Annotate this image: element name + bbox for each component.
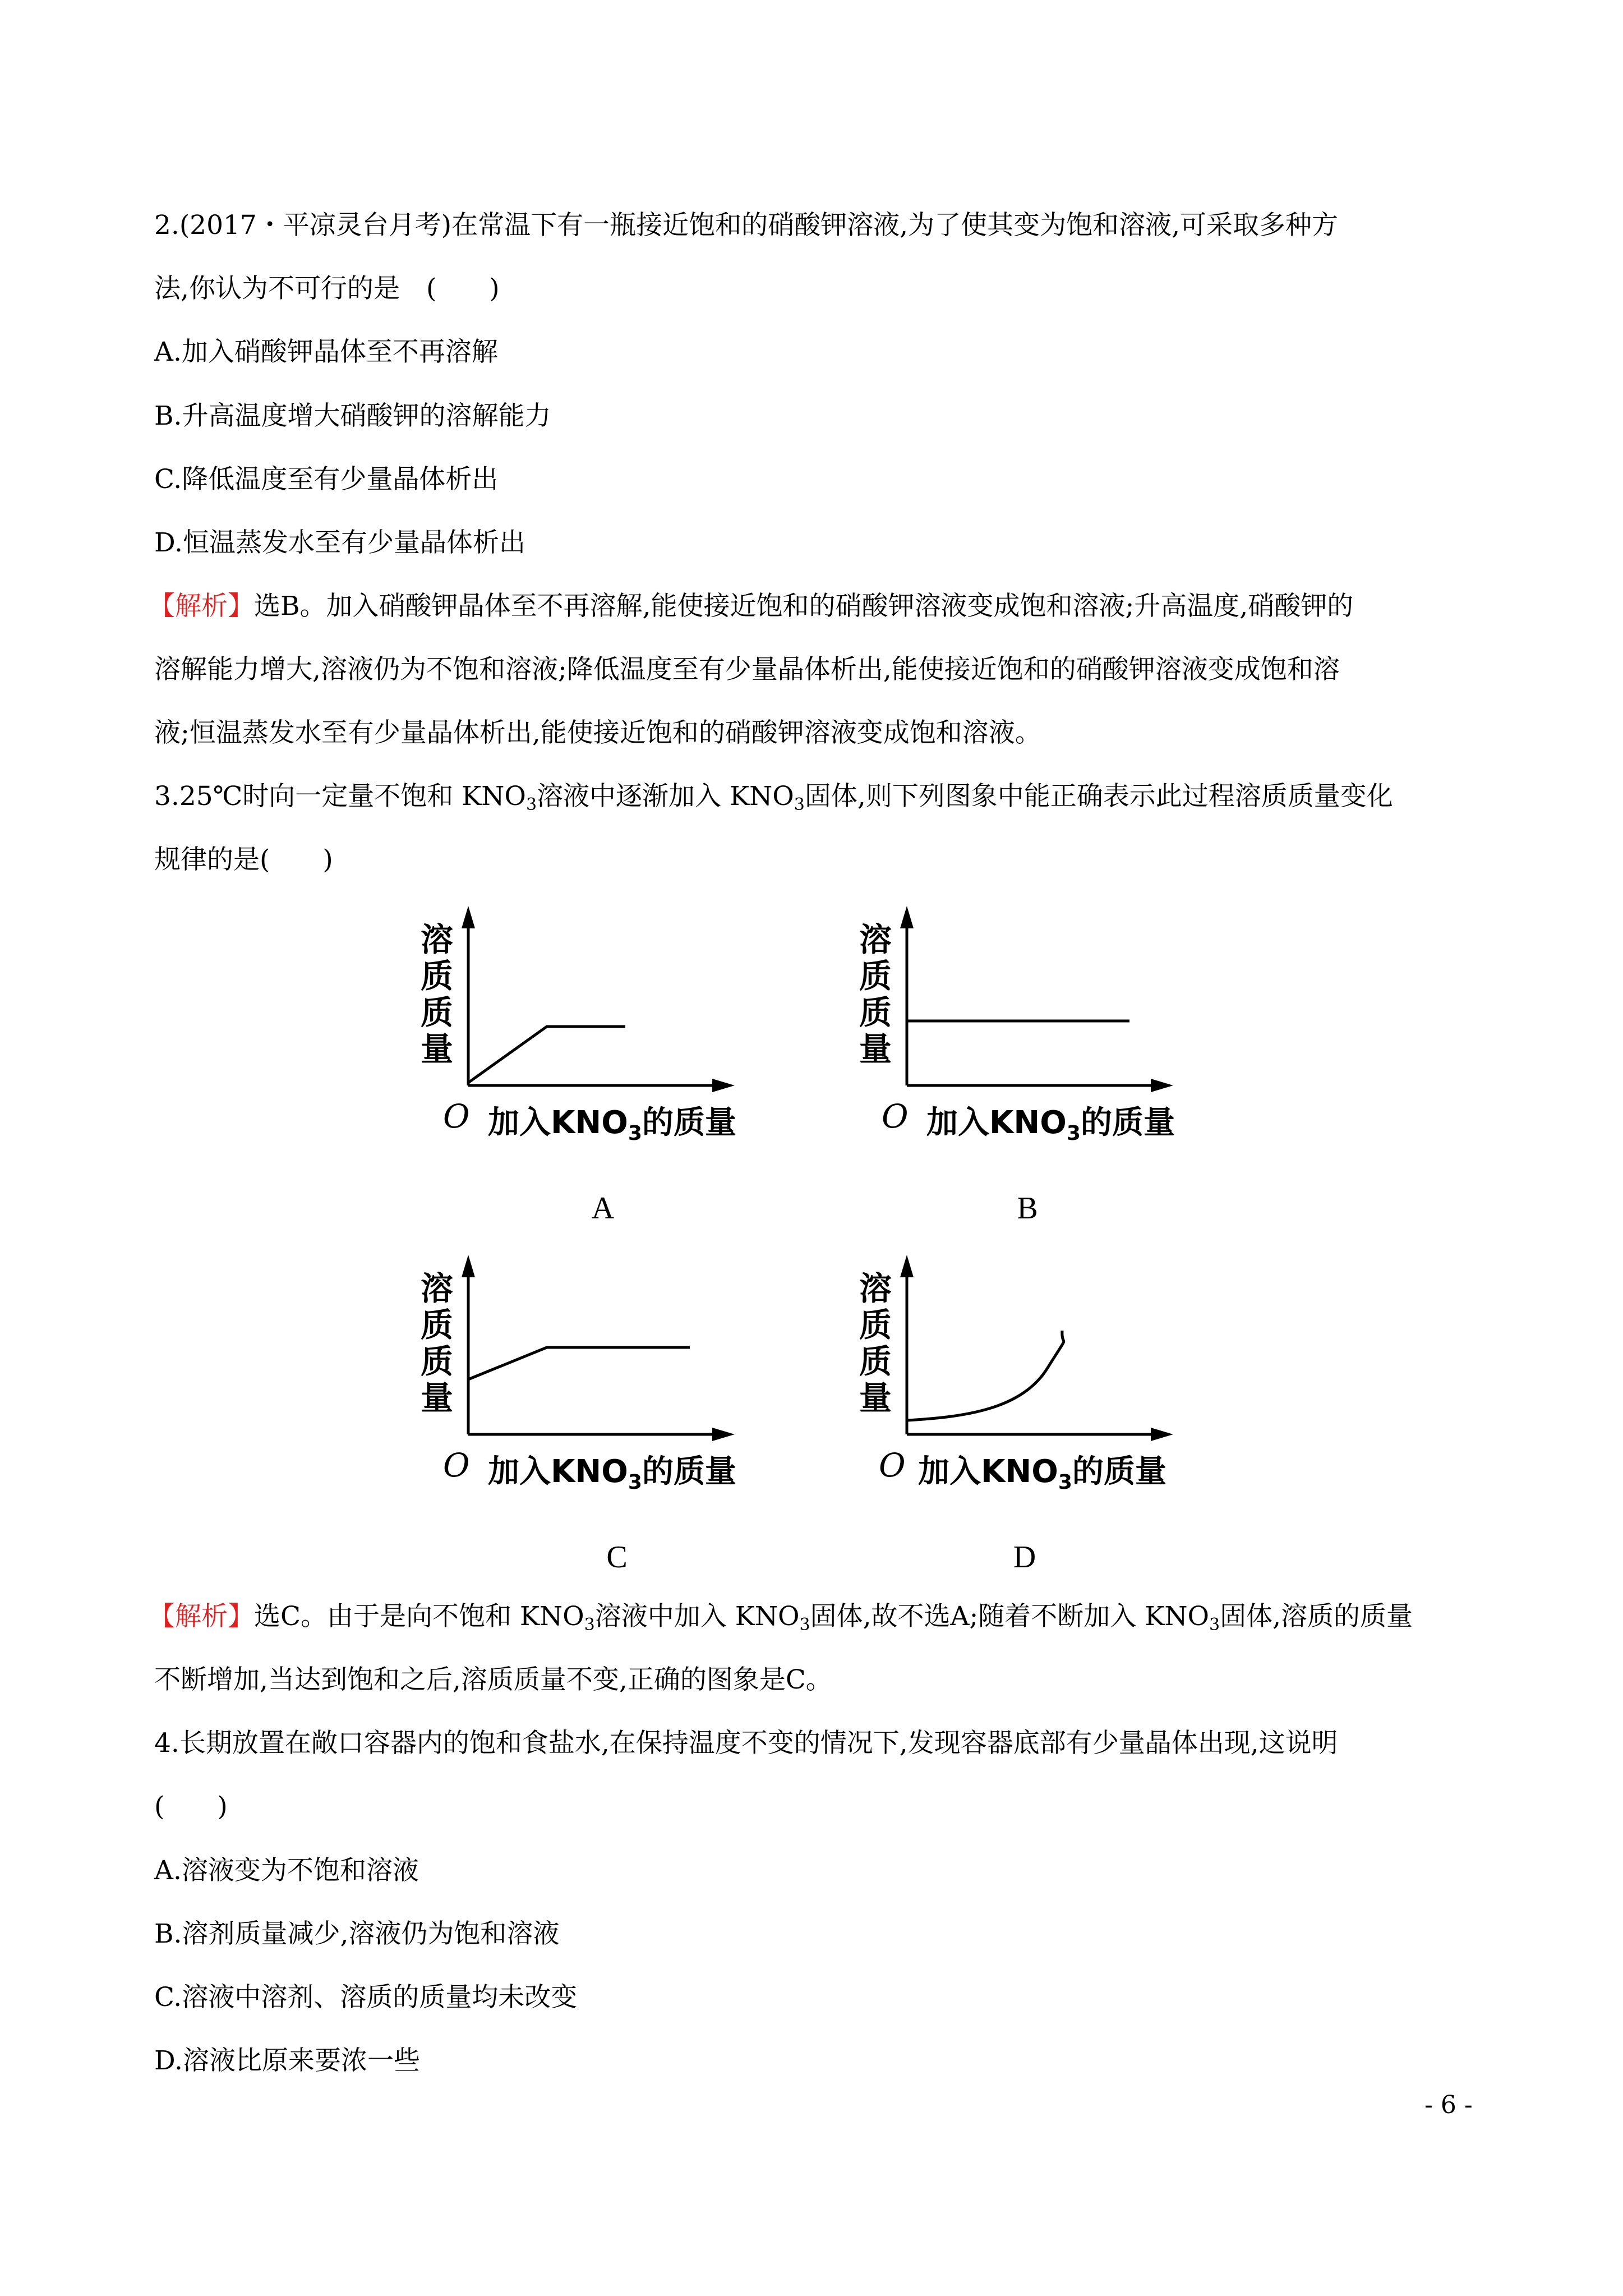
y-label-char: 质 — [859, 957, 892, 995]
graph-caption: A — [591, 1191, 615, 1226]
x-label: 加入$KNO_3$的质量 — [918, 1453, 1166, 1494]
graph-c — [415, 1252, 774, 1589]
q2-analysis-text: 选B。加入硝酸钾晶体至不再溶解,能使接近饱和的硝酸钾溶液变成饱和溶液;升高温度,硝酸钾的 — [254, 591, 1354, 622]
q2-analysis-line-3: 液;恒温蒸发水至有少量晶体析出,能使接近饱和的硝酸钾溶液变成饱和溶液。 — [154, 717, 1041, 748]
q3-analysis-line-1: 【解析】选C。由于是向不饱和 $KNO_3$溶液中加入 $KNO_3$固体,故不选A;随着不断加入 $KNO_3$固体,溶质的质量 — [149, 1601, 1413, 1635]
q4-option-c: C.溶液中溶剂、溶质的质量均未改变 — [154, 1982, 578, 2013]
x-label: 加入$KNO_3$的质量 — [488, 1453, 736, 1494]
q3-analysis-line-2: 不断增加,当达到饱和之后,溶质质量不变,正确的图象是C。 — [154, 1664, 832, 1695]
origin-label: O — [443, 1446, 470, 1484]
q2-option-a: A.加入硝酸钾晶体至不再溶解 — [154, 337, 498, 367]
q2-analysis-line-2: 溶解能力增大,溶液仍为不饱和溶液;降低温度至有少量晶体析出,能使接近饱和的硝酸钾溶液变成饱和溶 — [154, 654, 1340, 685]
q3-stem-line-1: 3.25℃时向一定量不饱和 $KNO_3$溶液中逐渐加入 $KNO_3$固体,则下列图象中能正确表示此过程溶质质量变化 — [154, 781, 1393, 815]
curve — [468, 1347, 690, 1379]
q2-option-b: B.升高温度增大硝酸钾的溶解能力 — [154, 401, 551, 431]
q2-stem-line-2: 法,你认为不可行的是 ( ) — [154, 273, 500, 304]
graph-d — [854, 1252, 1212, 1589]
q2-option-c: C.降低温度至有少量晶体析出 — [154, 464, 499, 495]
q4-option-d: D.溶液比原来要浓一些 — [154, 2045, 420, 2076]
q4-option-a: A.溶液变为不饱和溶液 — [154, 1855, 419, 1886]
y-label-char: 质 — [859, 1342, 892, 1381]
curve — [468, 1027, 625, 1083]
analysis-tag: 【解析】 — [149, 591, 254, 622]
page-number: - 6 - — [1424, 2091, 1473, 2119]
q3-stem-line-2: 规律的是( ) — [154, 844, 333, 875]
y-label-char: 量 — [421, 1379, 454, 1417]
origin-label: O — [443, 1097, 470, 1135]
y-label-char: 质 — [421, 1306, 454, 1344]
y-label-char: 质 — [421, 957, 454, 995]
y-label-char: 量 — [421, 1030, 454, 1068]
y-label-char: 量 — [859, 1030, 892, 1068]
graph-b — [854, 903, 1212, 1240]
origin-label: O — [882, 1097, 909, 1135]
q4-stem-line-2: ( ) — [154, 1791, 228, 1822]
x-label: 加入$KNO_3$的质量 — [926, 1105, 1175, 1145]
graph-caption: B — [1017, 1191, 1038, 1226]
y-label-char: 溶 — [421, 1269, 454, 1308]
y-label-char: 溶 — [859, 1269, 892, 1308]
y-label-char: 溶 — [859, 921, 892, 959]
y-label-char: 量 — [859, 1379, 892, 1417]
q4-stem-line-1: 4.长期放置在敞口容器内的饱和食盐水,在保持温度不变的情况下,发现容器底部有少量晶体出现,这说明 — [154, 1728, 1338, 1759]
q4-option-b: B.溶剂质量减少,溶液仍为饱和溶液 — [154, 1918, 560, 1949]
curve — [907, 1331, 1064, 1420]
y-label-char: 质 — [421, 993, 454, 1032]
graph-caption: C — [606, 1540, 628, 1575]
q2-analysis-line-1 — [149, 590, 1353, 623]
q2-option-d: D.恒温蒸发水至有少量晶体析出 — [154, 527, 525, 558]
q2-stem-line-1: 2.(2017・平凉灵台月考)在常温下有一瓶接近饱和的硝酸钾溶液,为了使其变为饱和溶液,可采取多种方 — [154, 210, 1339, 241]
y-label-char: 质 — [859, 993, 892, 1032]
graph-caption: D — [1013, 1540, 1036, 1575]
x-label: 加入$KNO_3$的质量 — [488, 1105, 736, 1145]
graph-a — [415, 903, 774, 1240]
y-label-char: 溶 — [421, 921, 454, 959]
origin-label: O — [879, 1446, 906, 1484]
y-label-char: 质 — [859, 1306, 892, 1344]
analysis-tag: 【解析】 — [149, 1601, 254, 1632]
y-label-char: 质 — [421, 1342, 454, 1381]
